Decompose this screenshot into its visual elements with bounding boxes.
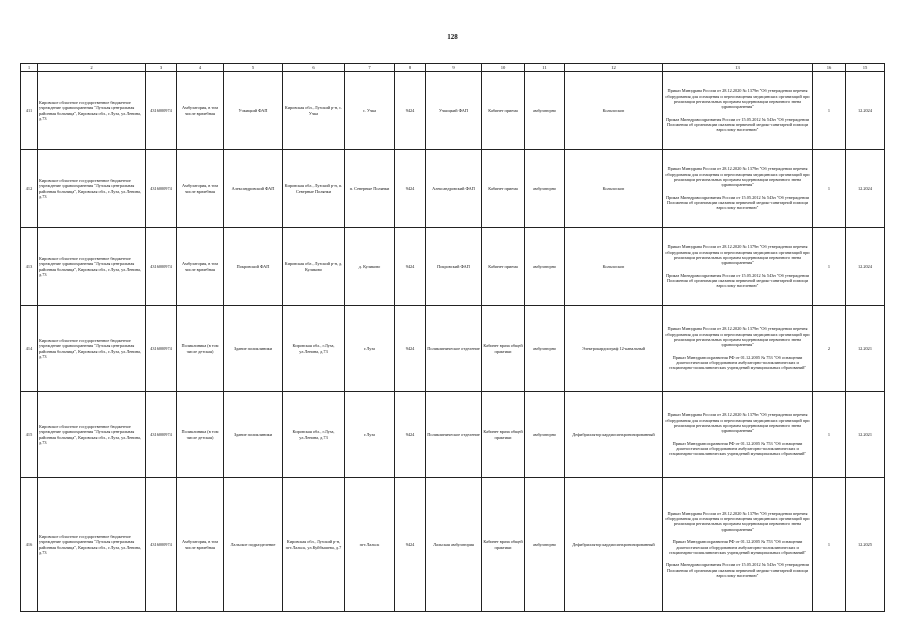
code-cell: 9424 [395,478,426,612]
header-cell: 2 [38,64,146,72]
row-number-cell: 413 [21,228,38,306]
organization-cell: Кировское областное государственное бюджетное учреждение здравоохранения "Лузская центральная районная больница", Кировская обл., г.Луза, ул.Ленина, д.73 [38,150,146,228]
locality-cell: д. Куликово [345,228,395,306]
organization-cell: Кировское областное государственное бюджетное учреждение здравоохранения "Лузская центральная районная больница", Кировская обл., г.Луза, ул.Ленина, д.73 [38,306,146,392]
header-cell: 1 [21,64,38,72]
regulation-text: Приказ Минздрава России от 28.12.2020 № 1379н "Об утверждении перечня оборудования для оснащения и переоснащения медицинских организаций при реализации региональных программ модернизации первичного звена здравоохранения" [665,510,810,532]
department-cell: Учкицкий ФАП [426,72,482,150]
regulation-text: Приказ Минздравсоцразвития России от 15.05.2012 № 543н "Об утверждении Положения об организации оказания первичной медико-санитарной помощи взрослому населению" [666,194,809,211]
header-cell: 10 [482,64,525,72]
department-cell: Поликлиническое отделение [426,306,482,392]
equipment-cell: Дефибриллятор кардиосинхронизированный [565,478,663,612]
table-row [21,478,885,612]
header-cell: 8 [395,64,426,72]
code-cell: 9424 [395,150,426,228]
regulation-text: Приказ Минздравсоцразвития России от 15.05.2012 № 543н "Об утверждении Положения об организации оказания первичной медико-санитарной помощи взрослому населению" [666,272,809,289]
equipment-cell: Дефибриллятор кардиосинхронизированный [565,392,663,478]
facility-type-cell: Амбулатория, в том числе врачебная [177,478,224,612]
quantity-cell: 1 [813,228,846,306]
address-cell: Кировская обл., г.Луза, ул.Ленина, д.73 [283,306,345,392]
room-cell: Кабинет приема [482,228,525,306]
unit-name-cell: Учкицкий ФАП [224,72,283,150]
header-cell: 5 [224,64,283,72]
header-cell: 13 [663,64,813,72]
quantity-cell: 2 [813,306,846,392]
organization-cell: Кировское областное государственное бюджетное учреждение здравоохранения "Лузская центральная районная больница", Кировская обл., г.Луза, ул.Ленина, д.73 [38,478,146,612]
table-row [21,150,885,228]
header-cell: 12 [565,64,663,72]
department-cell: Покровский ФАП [426,228,482,306]
date-cell: 12.2021 [846,392,885,478]
room-cell: Кабинет приема [482,72,525,150]
regulation-text: Приказ Минздравсоцразвития России от 15.05.2012 № 543н "Об утверждении Положения об организации оказания первичной медико-санитарной помощи взрослому населению" [666,116,809,133]
locality-cell: с. Учка [345,72,395,150]
header-cell: 16 [813,64,846,72]
regulation-text: Приказ Минздрава России от 28.12.2020 № 1379н "Об утверждении перечня оборудования для оснащения и переоснащения медицинских организаций при реализации региональных программ модернизации первичного звена здравоохранения" [665,412,810,434]
table-body [21,64,885,612]
regulation-cell [663,72,813,150]
page-number: 128 [447,33,458,41]
locality-cell: пгт.Лальск [345,478,395,612]
care-mode-cell: амбулаторно [525,478,565,612]
equipment-register-table [20,63,885,612]
regulation-text: Приказ Минздрава России от 28.12.2020 № 1379н "Об утверждении перечня оборудования для оснащения и переоснащения медицинских организаций при реализации региональных программ модернизации первичного звена здравоохранения" [665,166,810,188]
regulation-text: Приказ Минздравсоцразвития РФ от 01.12.2005 № 753 "Об оснащении диагностическим оборудованием амбулаторно-поликлинических и стационарно-поликлинических учреждений муниципальных образований" [668,539,807,555]
regulation-text: Приказ Минздрава России от 28.12.2020 № 1379н "Об утверждении перечня оборудования для оснащения и переоснащения медицинских организаций при реализации региональных программ модернизации первичного звена здравоохранения" [665,326,810,348]
quantity-cell: 1 [813,478,846,612]
organization-cell: Кировское областное государственное бюджетное учреждение здравоохранения "Лузская центральная районная больница", Кировская обл., г.Луза, ул.Ленина, д.73 [38,228,146,306]
facility-type-cell: Амбулатория, в том числе врачебная [177,228,224,306]
equipment-cell: Кольпоскоп [565,228,663,306]
organization-cell: Кировское областное государственное бюджетное учреждение здравоохранения "Лузская центральная районная больница", Кировская обл., г.Луза, ул.Ленина, д.73 [38,392,146,478]
header-cell: 7 [345,64,395,72]
row-number-cell: 414 [21,306,38,392]
unit-name-cell: Здание поликлиники [224,392,283,478]
facility-type-cell: Поликлиника (в том числе детская) [177,306,224,392]
regulation-text: Приказ Минздравсоцразвития России от 15.05.2012 № 543н "Об утверждении Положения об организации оказания первичной медико-санитарной помощи взрослому населению" [666,562,809,578]
room-cell: Кабинет приема [482,150,525,228]
regulation-text: Приказ Минздравсоцразвития РФ от 01.12.2005 № 753 "Об оснащении диагностическим оборудованием амбулаторно-поликлинических и стационарно-поликлинических учреждений муниципальных образований" [668,440,807,457]
room-cell: Кабинет врача общей практики [482,478,525,612]
care-mode-cell: амбулаторно [525,228,565,306]
regulation-cell [663,478,813,612]
inn-cell: 4316000974 [146,150,177,228]
date-cell: 12.2025 [846,478,885,612]
care-mode-cell: амбулаторно [525,150,565,228]
table-row [21,392,885,478]
unit-name-cell: Лальское подразделение [224,478,283,612]
quantity-cell: 1 [813,72,846,150]
facility-type-cell: Амбулатория, в том числе врачебная [177,72,224,150]
address-cell: Кировская обл., г.Луза, ул.Ленина, д.73 [283,392,345,478]
inn-cell: 4316000974 [146,306,177,392]
inn-cell: 4316000974 [146,228,177,306]
address-cell: Кировская обл., Лузский р-н, п. Северные Полянки [283,150,345,228]
address-cell: Кировская обл., Лузский р-н, пгт.Лальск, ул.Куйбышева, д.7 [283,478,345,612]
row-number-cell: 412 [21,150,38,228]
table-row [21,228,885,306]
room-cell: Кабинет врача общей практики [482,392,525,478]
date-cell: 12.2024 [846,228,885,306]
code-cell: 9424 [395,72,426,150]
department-cell: Поликлиническое отделение [426,392,482,478]
regulation-text: Приказ Минздрава России от 28.12.2020 № 1379н "Об утверждении перечня оборудования для оснащения и переоснащения медицинских организаций при реализации региональных программ модернизации первичного звена здравоохранения" [665,88,810,110]
header-cell: 6 [283,64,345,72]
inn-cell: 4316000974 [146,392,177,478]
date-cell: 12.2024 [846,72,885,150]
code-cell: 9424 [395,306,426,392]
department-cell: Лальская амбулатория [426,478,482,612]
header-cell: 3 [146,64,177,72]
header-cell: 9 [426,64,482,72]
table-row [21,306,885,392]
organization-cell: Кировское областное государственное бюджетное учреждение здравоохранения "Лузская центральная районная больница", Кировская обл., г.Луза, ул.Ленина, д.73 [38,72,146,150]
locality-cell: г.Луза [345,306,395,392]
room-cell: Кабинет врача общей практики [482,306,525,392]
regulation-cell [663,392,813,478]
unit-name-cell: Здание поликлиники [224,306,283,392]
date-cell: 12.2021 [846,306,885,392]
code-cell: 9424 [395,392,426,478]
address-cell: Кировская обл., Лузский р-н, с. Учка [283,72,345,150]
equipment-cell: Электрокардиограф 12-канальный [565,306,663,392]
inn-cell: 4316000974 [146,72,177,150]
header-cell: 4 [177,64,224,72]
regulation-cell [663,228,813,306]
regulation-cell [663,306,813,392]
facility-type-cell: Поликлиника (в том числе детская) [177,392,224,478]
row-number-cell: 411 [21,72,38,150]
facility-type-cell: Амбулатория, в том числе врачебная [177,150,224,228]
table-row [21,72,885,150]
locality-cell: г.Луза [345,392,395,478]
care-mode-cell: амбулаторно [525,306,565,392]
code-cell: 9424 [395,228,426,306]
equipment-cell: Кольпоскоп [565,72,663,150]
quantity-cell: 1 [813,392,846,478]
unit-name-cell: Покровский ФАП [224,228,283,306]
header-row [21,64,885,72]
regulation-text: Приказ Минздрава России от 28.12.2020 № 1379н "Об утверждении перечня оборудования для оснащения и переоснащения медицинских организаций при реализации региональных программ модернизации первичного звена здравоохранения" [665,244,810,266]
header-cell: 11 [525,64,565,72]
row-number-cell: 416 [21,478,38,612]
care-mode-cell: амбулаторно [525,392,565,478]
care-mode-cell: амбулаторно [525,72,565,150]
equipment-cell: Кольпоскоп [565,150,663,228]
quantity-cell: 1 [813,150,846,228]
department-cell: Александровский ФАП [426,150,482,228]
address-cell: Кировская обл., Лузский р-н, д. Куликово [283,228,345,306]
row-number-cell: 415 [21,392,38,478]
date-cell: 12.2024 [846,150,885,228]
regulation-cell [663,150,813,228]
inn-cell: 4316000974 [146,478,177,612]
header-cell: 15 [846,64,885,72]
locality-cell: п. Северные Полянки [345,150,395,228]
unit-name-cell: Александровский ФАП [224,150,283,228]
regulation-text: Приказ Минздравсоцразвития РФ от 01.12.2005 № 753 "Об оснащении диагностическим оборудованием амбулаторно-поликлинических и стационарно-поликлинических учреждений муниципальных образований" [668,354,807,371]
